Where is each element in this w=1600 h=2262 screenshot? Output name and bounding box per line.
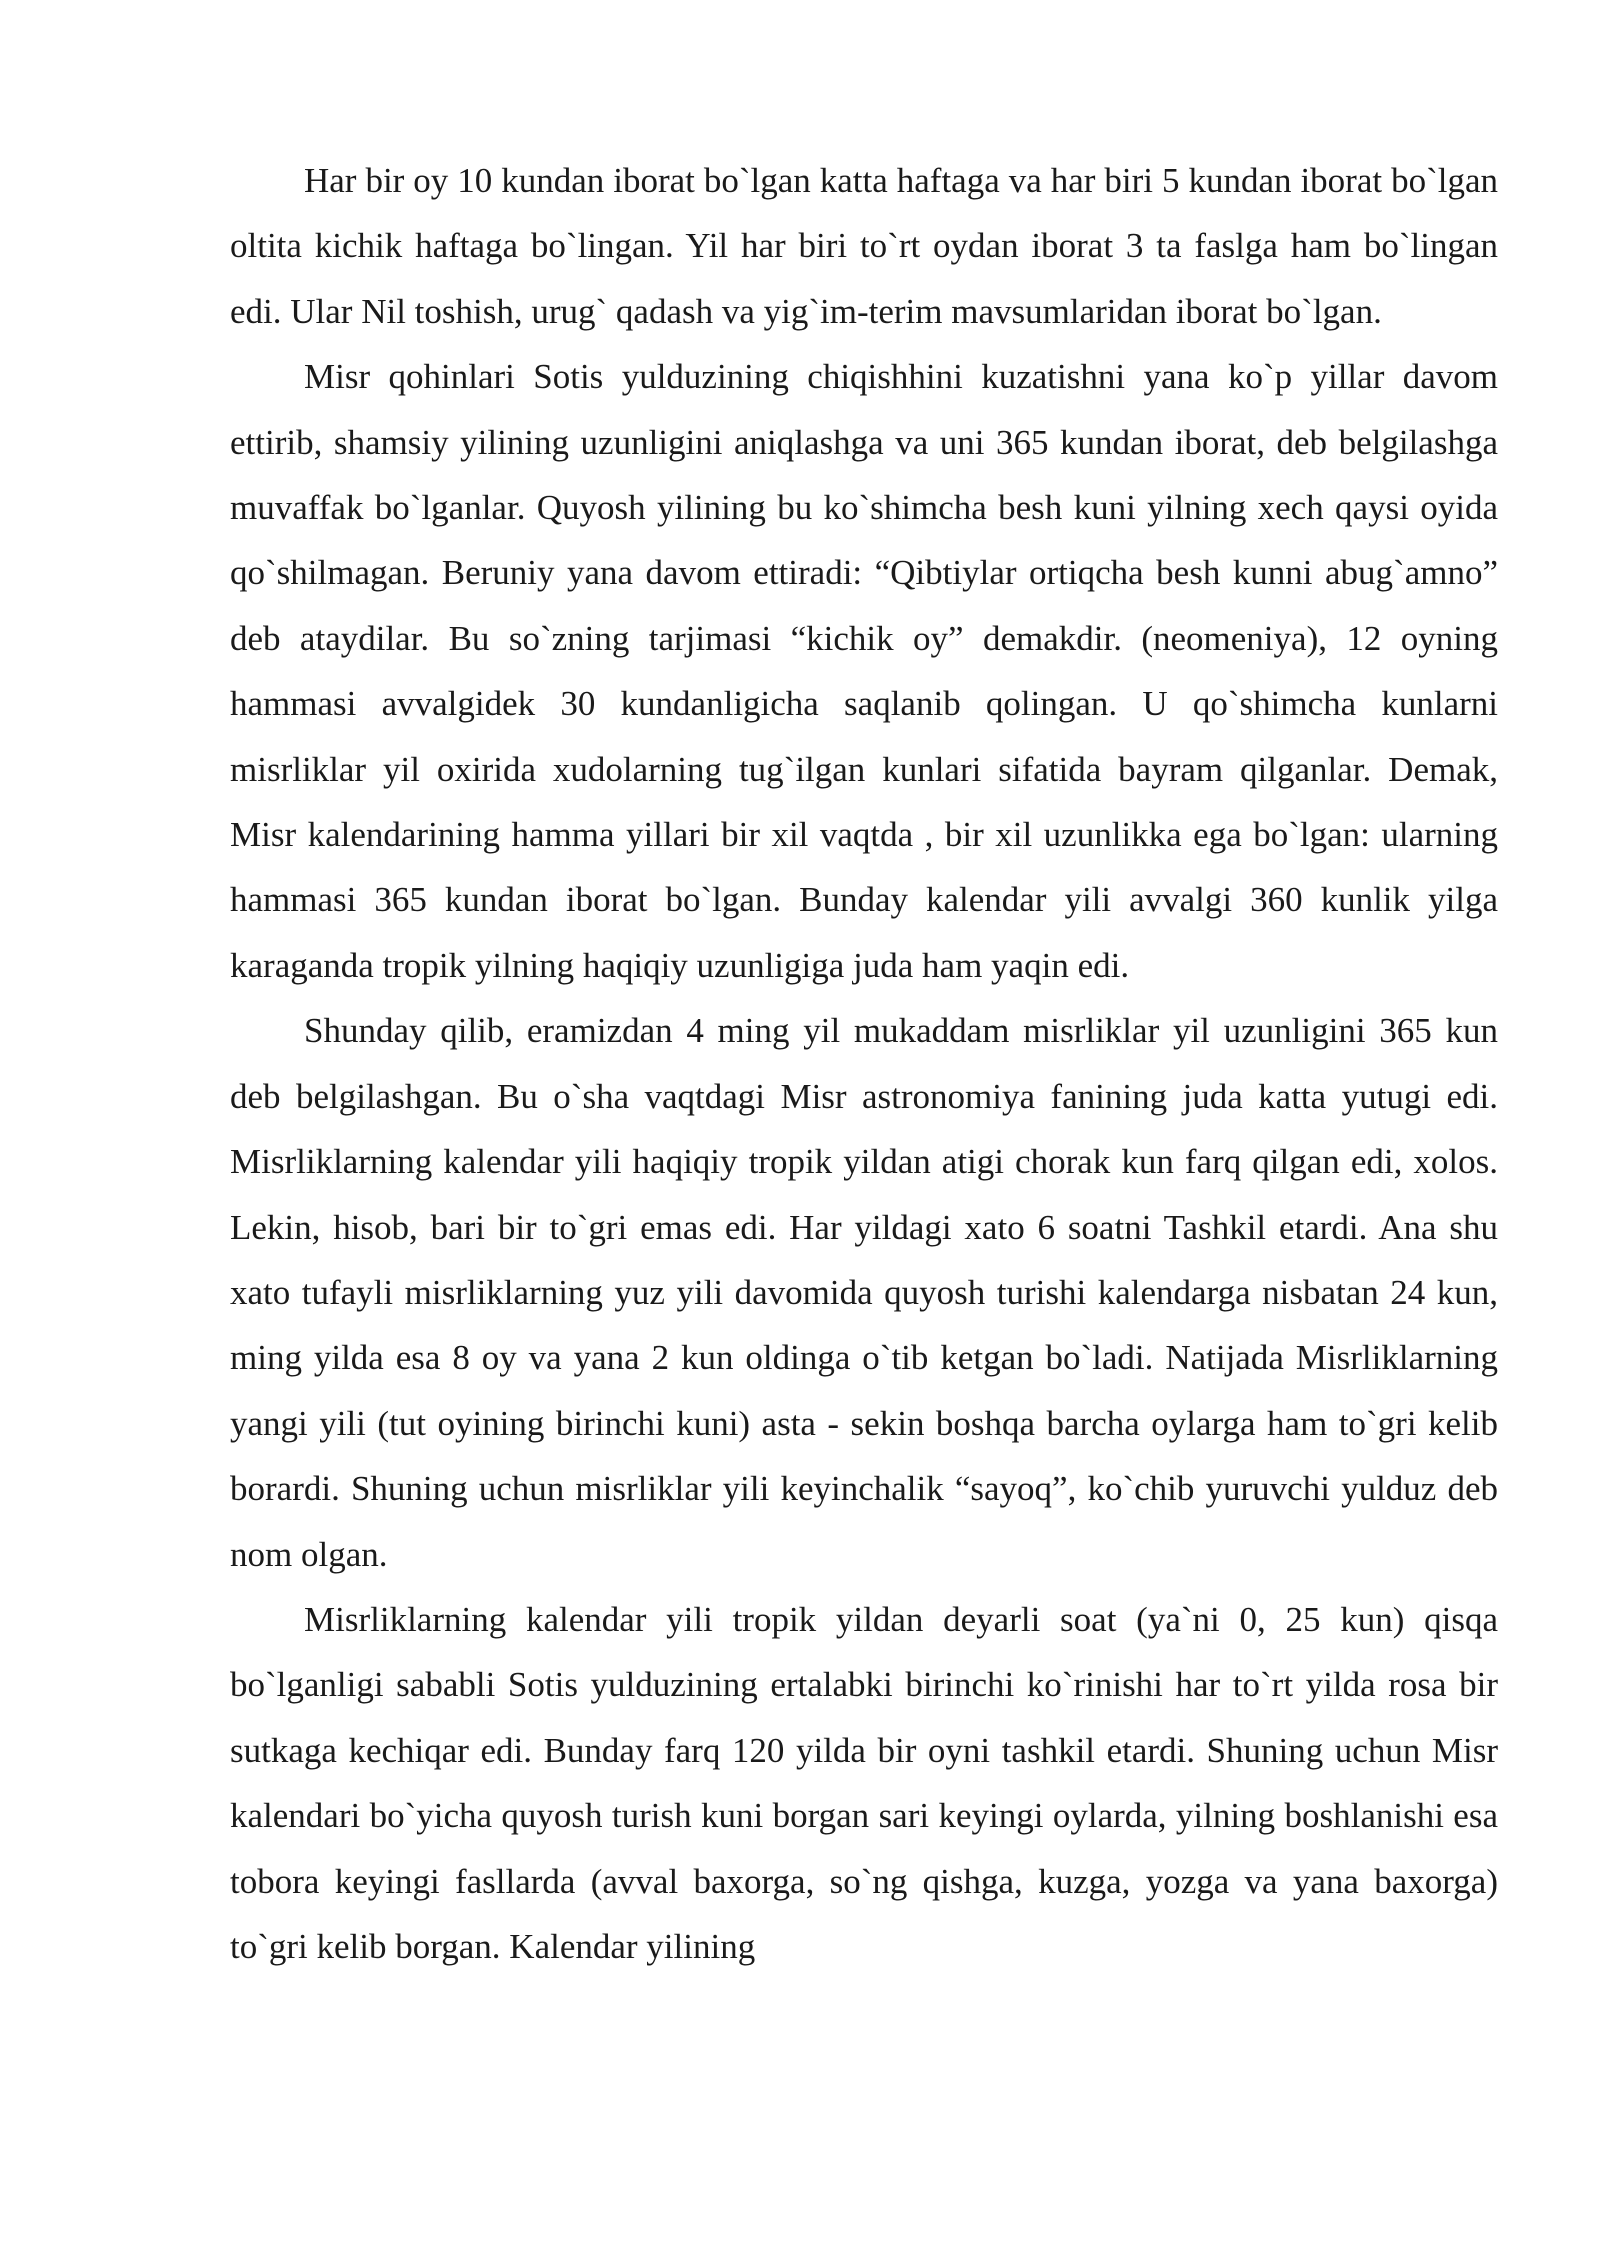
paragraph-365-day-year: Shunday qilib, eramizdan 4 ming yil mukaddam misrliklar yil uzunligini 365 kun deb belgilashgan. Bu o`sha vaqtdagi Misr astronomiya fanining juda katta yutugi edi. Misrliklarning kalendar yili haqiqiy tropik yildan atigi chorak kun farq qilgan edi, xolos. Lekin, hisob, bari bir to`gri emas edi. Har yildagi xato 6 soatni Tashkil etardi. Ana shu xato tufayli misrliklarning yuz yili davomida quyosh turishi kalendarga nisbatan 24 kun, ming yilda esa 8 oy va yana 2 kun oldinga o`tib ketgan bo`ladi. Natijada Misrliklarning yangi yili (tut oyining birinchi kuni) asta - sekin boshqa barcha oylarga ham to`gri kelib borardi. Shuning uchun misrliklar yili keyinchalik “sayoq”, ko`chib yuruvchi yulduz deb nom olgan. bbox=[230, 1011, 1498, 1574]
paragraph-calendar-drift: Misrliklarning kalendar yili tropik yildan deyarli soat (ya`ni 0, 25 kun) qisqa bo`lganligi sababli Sotis yulduzining ertalabki birinchi ko`rinishi har to`rt yilda rosa bir sutkaga kechiqar edi. Bunday farq 120 yilda bir oyni tashkil etardi. Shuning uchun Misr kalendari bo`yicha quyosh turish kuni borgan sari keyingi oylarda, yilning boshlanishi esa tobora keyingi fasllarda (avval baxorga, so`ng qishga, kuzga, yozga va yana baxorga) to`gri kelib borgan. Kalendar yilining bbox=[230, 1599, 1498, 1966]
paragraph-weeks-and-seasons: Har bir oy 10 kundan iborat bo`lgan katta haftaga va har biri 5 kundan iborat bo`lgan oltita kichik haftaga bo`lingan. Yil har biri to`rt oydan iborat 3 ta faslga ham bo`lingan edi. Ular Nil toshish, urug` qadash va yig`im-terim mavsumlaridan iborat bo`lgan. bbox=[230, 161, 1498, 331]
paragraph-sothis-observation: Misr qohinlari Sotis yulduzining chiqishhini kuzatishni yana ko`p yillar davom ettirib, shamsiy yilining uzunligini aniqlashga va uni 365 kundan iborat, deb belgilashga muvaffak bo`lganlar. Quyosh yilining bu ko`shimcha besh kuni yilning xech qaysi oyida qo`shilmagan. Beruniy yana davom ettiradi: “Qibtiylar ortiqcha besh kunni abug`amno” deb ataydilar. Bu so`zning tarjimasi “kichik oy” demakdir. (neomeniya), 12 oyning hammasi avvalgidek 30 kundanligicha saqlanib qolingan. U qo`shimcha kunlarni misrliklar yil oxirida xudolarning tug`ilgan kunlari sifatida bayram qilganlar. Demak, Misr kalendarining hamma yillari bir xil vaqtda , bir xil uzunlikka ega bo`lgan: ularning hammasi 365 kundan iborat bo`lgan. Bunday kalendar yili avvalgi 360 kunlik yilga karaganda tropik yilning haqiqiy uzunligiga juda ham yaqin edi. bbox=[230, 357, 1498, 985]
body-text bbox=[230, 148, 1498, 1979]
